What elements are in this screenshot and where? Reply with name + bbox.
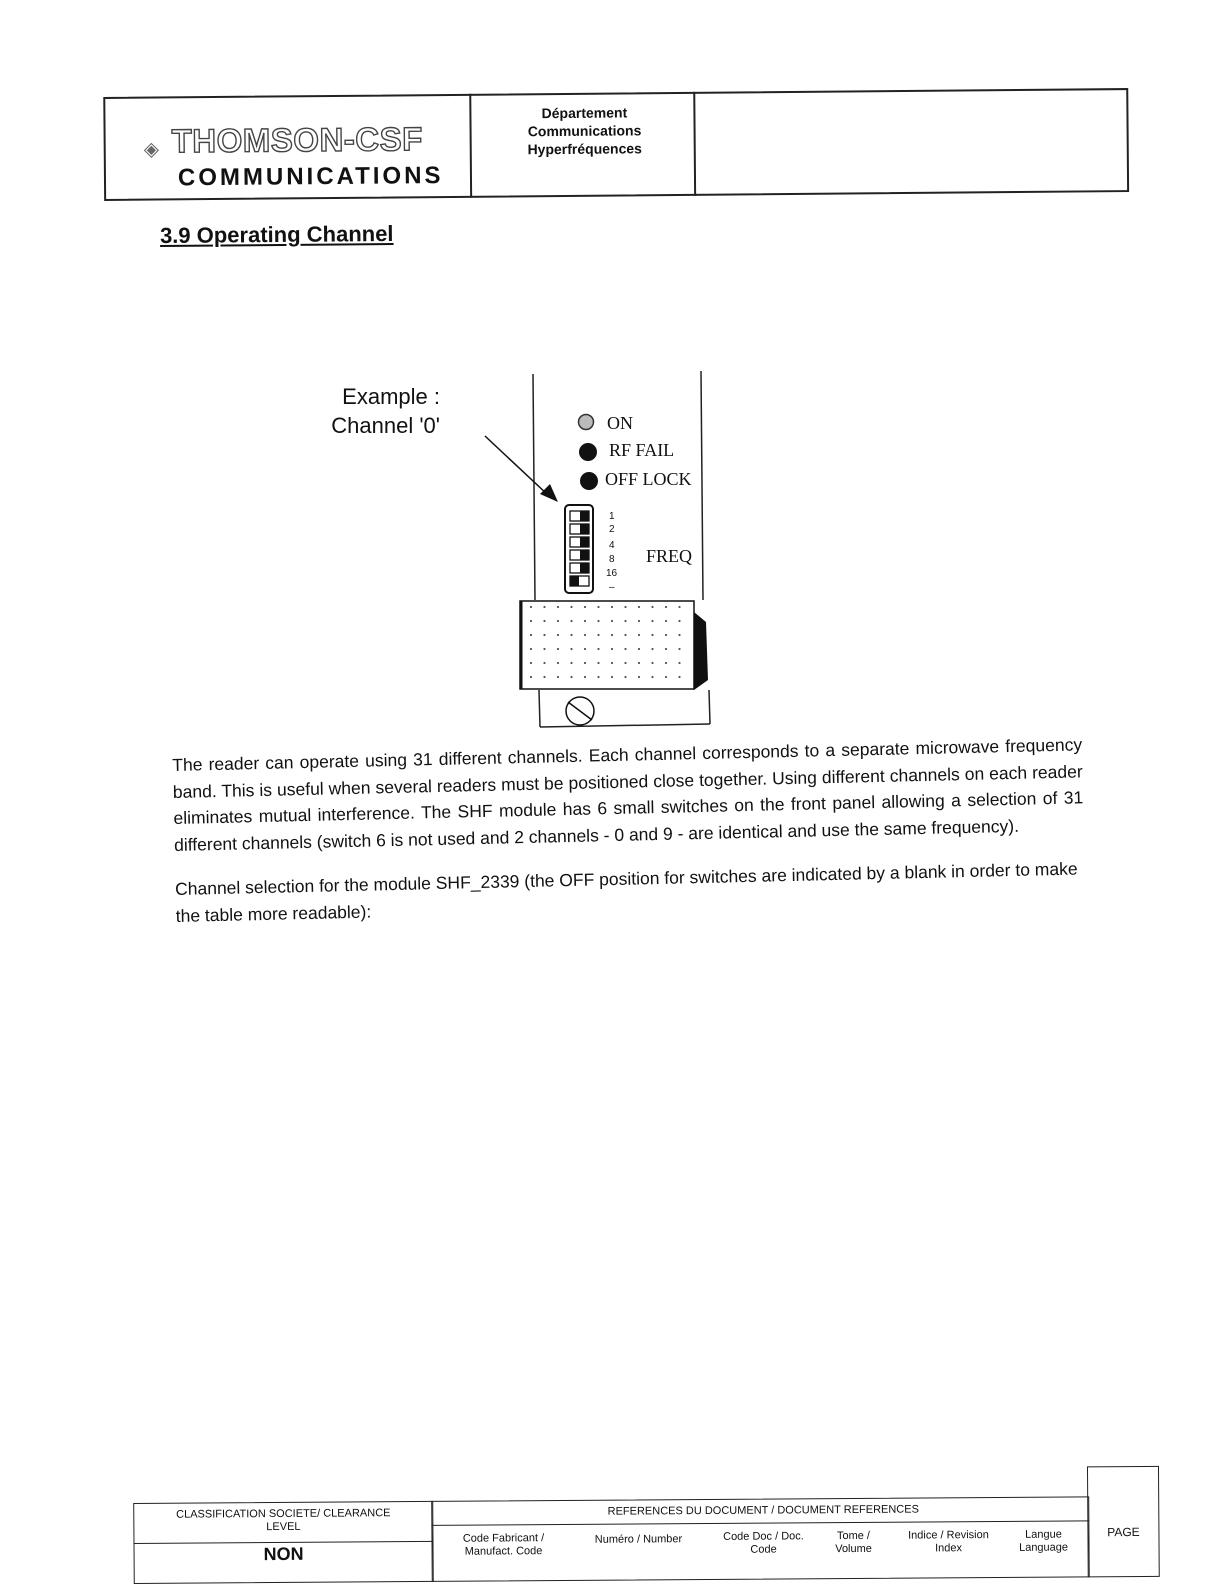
column-revision-index: Indice / Revision Index [908, 1529, 989, 1555]
connector-hole [543, 662, 545, 664]
connector-hole [651, 634, 653, 636]
connector-hole [678, 634, 680, 636]
connector-hole [665, 676, 667, 678]
connector-hole [678, 662, 680, 664]
connector-hole [570, 606, 572, 608]
off-lock-led-icon [580, 472, 598, 490]
column-manufact-code: Code Fabricant / Manufact. Code [462, 1532, 545, 1558]
connector-hole [638, 620, 640, 622]
connector-hole [611, 620, 613, 622]
connector-hole [557, 676, 559, 678]
connector-hole [584, 634, 586, 636]
freq-label: FREQ [646, 546, 693, 566]
connector-hole [665, 620, 667, 622]
connector-hole [665, 648, 667, 650]
connector-hole [651, 606, 653, 608]
connector-hole [624, 620, 626, 622]
connector-hole [584, 662, 586, 664]
switch-number-1: 1 [609, 511, 615, 522]
connector-hole [638, 648, 640, 650]
document-footer [133, 1466, 1160, 1584]
switch-number-8: 8 [609, 554, 615, 565]
switch-number-16: 16 [606, 568, 618, 579]
connector-hole [611, 648, 613, 650]
connector-hole [678, 648, 680, 650]
dip-switch-1-toggle [580, 511, 589, 521]
dip-switch-5-toggle [580, 563, 589, 573]
connector-hole [584, 606, 586, 608]
column-language: Langue Language [1019, 1528, 1069, 1554]
body-text [172, 731, 1086, 929]
department-line-1: Département [541, 104, 628, 122]
connector-hole [611, 676, 613, 678]
connector-hole [570, 662, 572, 664]
page-cell [1087, 1466, 1160, 1577]
department-line-3: Hyperfréquences [527, 140, 642, 158]
connector-hole [611, 606, 613, 608]
thomson-logo-icon: ◈ [143, 138, 160, 161]
connector-hole [530, 676, 532, 678]
connector-hole [530, 606, 532, 608]
dip-switch-6-toggle [570, 576, 579, 586]
connector-hole [543, 634, 545, 636]
connector-hole [651, 620, 653, 622]
panel-lower-right-edge [709, 690, 710, 724]
example-label-line-2: Channel '0' [331, 413, 440, 438]
connector-hole [624, 606, 626, 608]
dip-switch-4-toggle [580, 550, 589, 560]
connector-hole [584, 620, 586, 622]
connector-hole [624, 634, 626, 636]
connector-hole [543, 676, 545, 678]
column-doc-code: Code Doc / Doc. Code [723, 1530, 804, 1556]
example-label-line-1: Example : [342, 384, 440, 409]
column-volume: Tome / Volume [835, 1529, 872, 1556]
connector-hole [624, 648, 626, 650]
connector-hole [665, 606, 667, 608]
connector-hole [570, 648, 572, 650]
connector-hole [557, 648, 559, 650]
connector-hole [557, 620, 559, 622]
connector-hole [557, 606, 559, 608]
connector-hole [678, 606, 680, 608]
connector-hole [611, 662, 613, 664]
connector-hole [543, 606, 545, 608]
connector-plate [520, 601, 694, 689]
connector-hole [624, 676, 626, 678]
connector-hole [638, 676, 640, 678]
pointer-arrow-line [485, 436, 548, 495]
pointer-arrow-head-icon [540, 484, 558, 502]
dip-switch-2-toggle [580, 524, 589, 534]
connector-hole [530, 634, 532, 636]
company-division: COMMUNICATIONS [177, 162, 444, 192]
on-led-icon [579, 415, 594, 430]
connector-hole [597, 620, 599, 622]
dip-switch-3-toggle [580, 537, 589, 547]
switch-number-unused: – [609, 582, 615, 593]
connector-hole [624, 662, 626, 664]
column-number: Numéro / Number [594, 1533, 683, 1546]
paragraph-channels: The reader can operate using 31 different channels. Each channel corresponds to a separate microwave frequency band. This is useful when several readers must be positioned close together. Using different channels on each reader eliminates mutual interference. The SHF module has 6 small switches on the front panel allowing a selection of 31 different channels (switch 6 is not used and 2 channels - 0 and 9 - are identical and use the same frequency). [172, 734, 1084, 855]
connector-hole [651, 648, 653, 650]
connector-hole [638, 662, 640, 664]
connector-hole [638, 606, 640, 608]
classification-value: NON [263, 1543, 304, 1565]
connector-hole [530, 662, 532, 664]
connector-hole [597, 662, 599, 664]
connector-hole [638, 634, 640, 636]
company-name: THOMSON-CSF [171, 120, 423, 160]
panel-bottom-edge [540, 724, 710, 727]
connector-hole [597, 634, 599, 636]
connector-hole [543, 620, 545, 622]
connector-hole [557, 662, 559, 664]
connector-hole [597, 648, 599, 650]
rf-fail-led-icon [579, 443, 597, 461]
connector-hole [597, 606, 599, 608]
connector-latch [694, 612, 708, 690]
connector-hole [584, 648, 586, 650]
references-header: REFERENCES DU DOCUMENT / DOCUMENT REFERENCES [607, 1503, 919, 1518]
connector-hole [651, 676, 653, 678]
connector-hole [597, 676, 599, 678]
connector-hole [678, 620, 680, 622]
connector-hole [665, 634, 667, 636]
led-label-rf-fail: RF FAIL [609, 440, 675, 460]
connector-hole [530, 648, 532, 650]
connector-hole [543, 648, 545, 650]
connector-hole [678, 676, 680, 678]
classification-header: CLASSIFICATION SOCIETE/ CLEARANCE LEVEL [176, 1507, 391, 1534]
switch-number-4: 4 [609, 540, 615, 551]
connector-hole [651, 662, 653, 664]
connector-hole [584, 676, 586, 678]
panel-right-edge [701, 371, 703, 600]
section-title: 3.9 Operating Channel [159, 220, 394, 249]
panel-lower-left-edge [539, 690, 540, 727]
led-label-off-lock: OFF LOCK [605, 469, 692, 489]
paragraph-channel-selection: Channel selection for the module SHF_2339 (the OFF position for switches are indicated by a blank in order to make the table more readable): [174, 858, 1078, 926]
connector-hole [570, 620, 572, 622]
connector-hole [611, 634, 613, 636]
switch-number-2: 2 [609, 524, 615, 535]
connector-hole [557, 634, 559, 636]
connector-hole [570, 634, 572, 636]
connector-hole [665, 662, 667, 664]
panel-left-edge [533, 374, 535, 600]
page-label: PAGE [1107, 1524, 1140, 1540]
department-line-2: Communications [527, 122, 642, 140]
connector-hole [570, 676, 572, 678]
connector-hole [530, 620, 532, 622]
led-label-on: ON [607, 413, 633, 433]
